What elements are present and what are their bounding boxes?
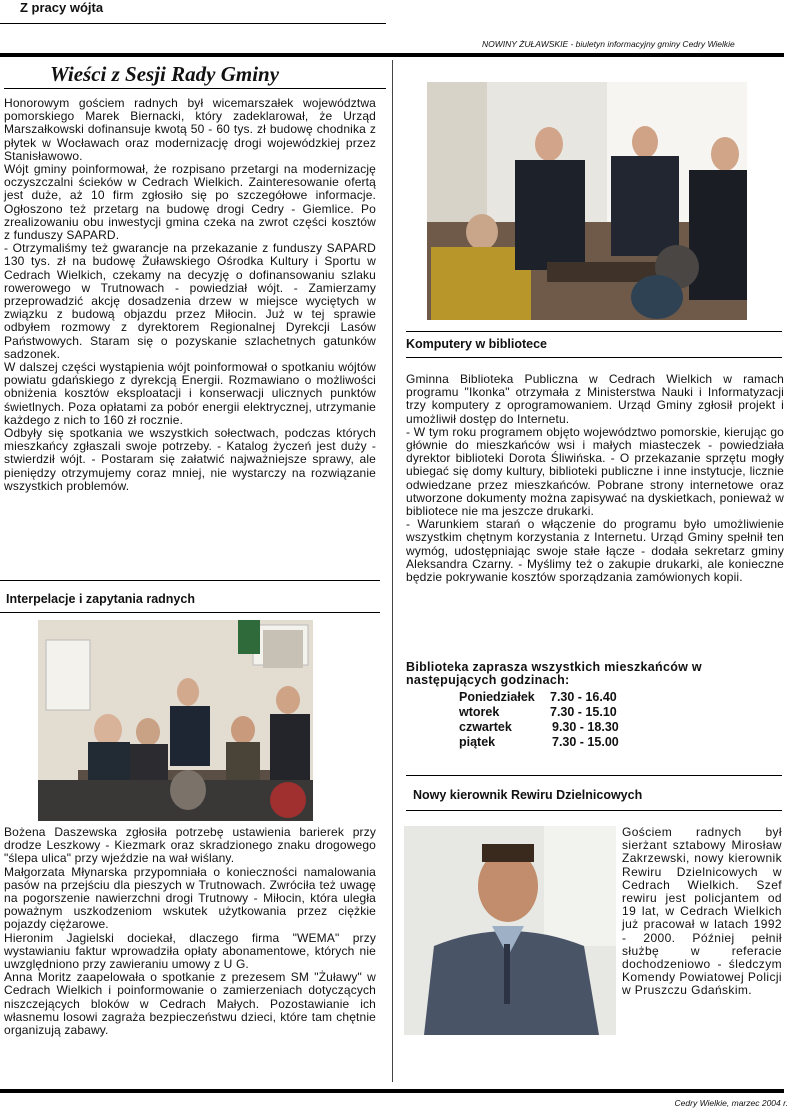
- interpellations-body: [4, 826, 376, 1037]
- section-rule: [406, 331, 782, 332]
- section-rule: [406, 357, 782, 358]
- police-heading: Nowy kierownik Rewiru Dzielnicowych: [413, 788, 643, 802]
- interpellations-heading: Interpelacje i zapytania radnych: [6, 592, 195, 606]
- vice-marshal-photo: [427, 82, 747, 320]
- header-rule: [0, 53, 784, 57]
- section-tab-underline: [0, 23, 386, 24]
- article-paragraph: Honorowym gościem radnych był wicemarszałek województwa pomorskiego Marek Biernacki, który zadeklarował, że Urząd Marszałkowski dofinansuje kwotą 50 - 60 tys. zł budowę chodnika z płytek w Wocławach oraz modernizację drogi wojewódzkiej przez Stanisławowo.: [4, 96, 376, 163]
- footer-date: Cedry Wielkie, marzec 2004 r.: [674, 1098, 788, 1108]
- interpellation-paragraph: Bożena Daszewska zgłosiła potrzebę ustawienia barierek przy drodze Leszkowy - Kiezmark oraz skradzionego znaku drogowego "ślepa ulica" przy wjeździe na wał wiślany.: [4, 825, 376, 866]
- library-heading: Komputery w bibliotece: [406, 337, 547, 351]
- hours-time: 7.30 - 15.10: [550, 705, 617, 719]
- hours-time: 7.30 - 15.00: [552, 735, 619, 749]
- library-paragraph: - W tym roku programem objęto województwo pomorskie, kierując go głównie do mieszkańców wsi i małych miasteczek - powiedziała dyrektor biblioteki Dorota Śliwińska. - O przekazanie sprzętu mogły ubiegać się domy kultury, biblioteki publiczne i inne instytucje, licznie odwiedzane przez mieszkańców. Pobrane strony internetowe oraz utworzone dokumenty można zapisywać na dyskietkach, ponieważ w bibliotece nie ma jeszcze drukarki.: [406, 424, 784, 519]
- interpellation-paragraph: Anna Moritz zaapelowała o spotkanie z prezesem SM "Żuławy" w Cedrach Wielkich i poinformowanie o zamierzeniach dotyczących niszczejących bloków w Cedrach Małych. Pozostawianie ich własnemu losowi zagraża bezpieczeństwu dzieci, które tam chętnie organizują zabawy.: [4, 970, 376, 1038]
- hours-time: 9.30 - 18.30: [552, 720, 619, 734]
- title-underline: [4, 88, 386, 89]
- police-body: [622, 826, 782, 998]
- police-officer-photo: [404, 826, 616, 1035]
- library-paragraph: - Warunkiem starań o włączenie do programu było umożliwienie wszystkim chętnym korzystania z Internetu. Urząd Gminy spełnił ten wymóg, udostępniając swoje stałe łącze - dodała sekretarz gminy Aleksandra Czarny. - Myślimy też o zakupie drukarki, ale konieczne będzie pokrywanie kosztów sporządzania zamówionych kopii.: [406, 517, 784, 585]
- section-tab: Z pracy wójta: [20, 0, 104, 15]
- library-body: [406, 373, 784, 584]
- article-paragraph: - Otrzymaliśmy też gwarancje na przekazanie z funduszy SAPARD 130 tys. zł na budowę Żuławskiego Ośrodka Kultury i Sportu w Cedrach Wielkich, czekamy na decyzję o dofinansowaniu szlaku rowerowego w Trutnowach - powiedział wójt. - Zamierzamy przeprowadzić akcję dosadzenia drzew w miejsce wyciętych w związku z budową objazdu przez Miłocin. Już w tej sprawie odbyłem rozmowy z dyrektorem Regionalnej Dyrekcji Lasów Państwowych. Staram się o pozyskanie szlachetnych gatunków sadzonek.: [4, 241, 376, 361]
- hours-day: czwartek: [459, 720, 512, 734]
- footer-rule: [0, 1089, 784, 1093]
- hours-day: wtorek: [459, 705, 500, 719]
- library-hours-title: Biblioteka zaprasza wszystkich mieszkańców w następujących godzinach:: [406, 660, 702, 687]
- column-divider: [392, 60, 393, 1082]
- vice-marshal-photo-graphic: [427, 82, 747, 320]
- article-paragraph: W dalszej części wystąpienia wójt poinformował o spotkaniu wójtów powiatu gdańskiego z dyrekcją Energii. Rozmawiano o możliwości obniżenia kosztów eksploatacji i konserwacji ulicznych punktów świetlnych. Poza opłatami za pobór energii elektrycznej, utrzymanie każdego z nich to 160 zł rocznie.: [4, 360, 376, 427]
- interpellation-paragraph: Hieronim Jagielski dociekał, dlaczego firma "WEMA" przy wystawianiu faktur wprowadziła opłaty abonamentowe, których nie uwzględniono przy zawieraniu umowy z U G.: [4, 930, 376, 972]
- main-article-body: [4, 97, 376, 493]
- hours-day: Poniedziałek: [459, 690, 535, 704]
- council-meeting-photo: [38, 620, 313, 821]
- council-meeting-photo-graphic: [38, 620, 313, 821]
- hours-time: 7.30 - 16.40: [550, 690, 617, 704]
- interpellation-paragraph: Małgorzata Młynarska przypomniała o konieczności namalowania pasów na przejściu dla pieszych w Trutnowach. Zwróciła też uwagę na pogorszenie nawierzchni drogi Trutnowy - Miłocin, która uległa poważnym uszkodzeniom wskutek użytkowania przez ciężkie pojazdy ciężarowe.: [4, 864, 376, 932]
- police-officer-photo-graphic: [404, 826, 616, 1035]
- police-paragraph: Gościem radnych był sierżant sztabowy Mirosław Zakrzewski, nowy kierownik Rewiru Dzielnicowych w Cedrach Wielkich. Szef rewiru jest policjantem od 19 lat, w Cedrach Wielkich już pracował w latach 1992 - 2000. Później pełnił służbę w referacie dochodzeniowo - śledczym Komendy Powiatowej Policji w Pruszczu Gdańskim.: [622, 825, 782, 998]
- article-paragraph: Odbyły się spotkania we wszystkich sołectwach, podczas których mieszkańcy zgłaszali swoje potrzeby. - Katalog życzeń jest duży - stwierdził wójt. - Postaram się załatwić najważniejsze sprawy, ale pieniędzy otrzymujemy coraz mniej, nie wystarczy na rozwiązanie wszystkich problemów.: [4, 426, 376, 493]
- library-paragraph: Gminna Biblioteka Publiczna w Cedrach Wielkich w ramach programu "Ikonka" otrzymała z Ministerstwa Nauki i Informatyzacji trzy komputery z oprogramowaniem. Urząd Gminy zgłosił projekt i umożliwił dostęp do Internetu.: [406, 372, 784, 426]
- section-rule: [406, 775, 782, 776]
- section-rule: [0, 612, 380, 613]
- section-rule: [0, 580, 380, 581]
- article-paragraph: Wójt gminy poinformował, że rozpisano przetargi na modernizację oczyszczalni ścieków w Cedrach Wielkich. Zainteresowanie ofertą jest duże, aż 10 firm zgłosiło się po szczegółowe informacje. Ogłoszono też przetarg na budowę drogi Cedry - Giemlice. Po zrealizowaniu obu inwestycji gmina czeka na zwrot części kosztów z funduszy SAPARD.: [4, 162, 376, 243]
- article-title: Wieści z Sesji Rady Gminy: [50, 62, 280, 86]
- hours-day: piątek: [459, 735, 496, 749]
- section-rule: [406, 810, 782, 811]
- masthead: NOWINY ŻUŁAWSKIE - biuletyn informacyjny gminy Cedry Wielkie: [482, 39, 735, 49]
